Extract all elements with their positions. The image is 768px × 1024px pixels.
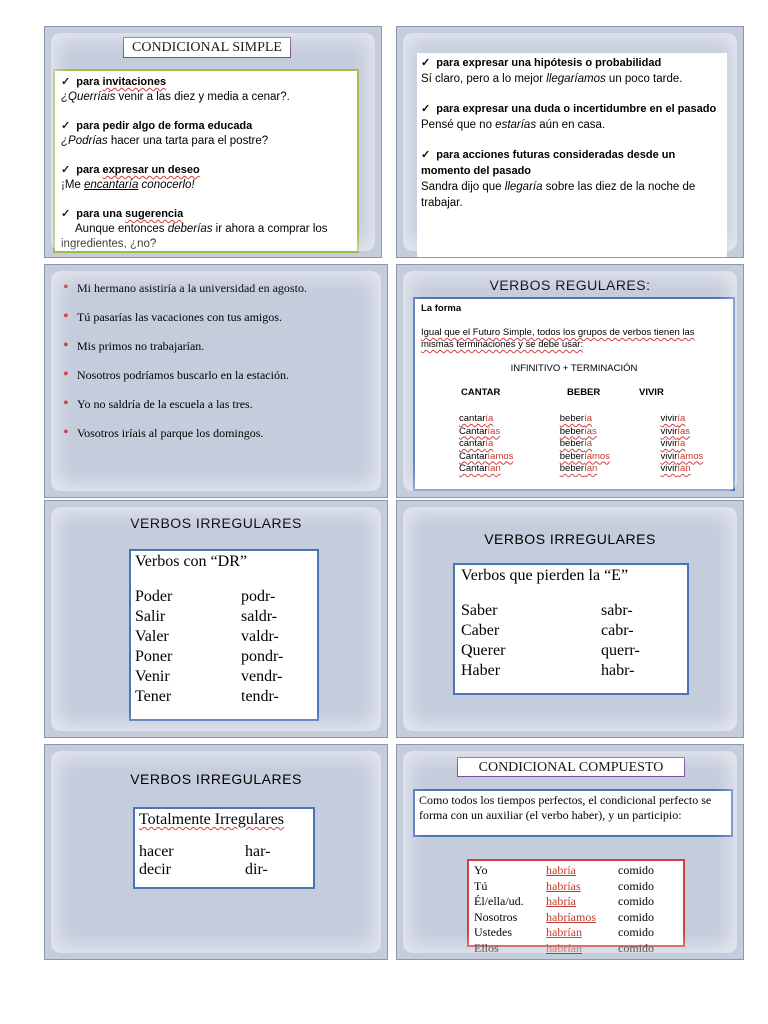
- example-list: [57, 281, 377, 455]
- infinitive: Saber: [461, 602, 498, 619]
- slide-verbos-regulares: [396, 264, 744, 498]
- verb-stem: vivir: [660, 463, 678, 474]
- beber-column: [560, 413, 661, 476]
- slide-condicional-simple: [44, 26, 382, 258]
- verb-ending: ía: [677, 413, 686, 424]
- verb-stem: Cantar: [459, 450, 488, 462]
- conjugation-item: [660, 413, 727, 426]
- table-row: [473, 879, 655, 895]
- formula: INFINITIVO + TERMINACIÓN: [510, 363, 638, 374]
- table-row: [473, 894, 655, 910]
- stem: saldr-: [241, 608, 278, 625]
- verb-row: [139, 843, 309, 861]
- conjugation-item: [459, 413, 560, 426]
- use-heading: ✓ para una sugerencia: [61, 207, 351, 222]
- list-item: • Yo no saldría de la escuela a las tres.: [57, 397, 377, 412]
- subject: Él/ella/ud.: [474, 894, 524, 908]
- description-text: Como todos los tiempos perfectos, el condicional perfecto se forma con un auxiliar (el verbo haber), y un participio:: [419, 793, 712, 822]
- conjugation-item: [459, 463, 560, 476]
- infinitive: decir: [139, 861, 171, 878]
- use-example: Pensé que no estarías aún en casa.: [421, 119, 606, 131]
- participle: comido: [618, 925, 654, 939]
- use-example: ¿Querríais venir a las diez y media a cenar?.: [61, 91, 290, 103]
- participle: comido: [618, 909, 654, 924]
- verb-headers: CANTAR BEBER VIVIR: [461, 387, 664, 398]
- auxiliary: habría: [546, 863, 576, 877]
- infinitive: Haber: [461, 662, 501, 679]
- cantar-column: [459, 413, 560, 476]
- conjugation-item: [660, 438, 727, 451]
- infinitive: Tener: [135, 688, 172, 705]
- box-subtitle: Totalmente Irregulares: [139, 811, 285, 828]
- table-row: [473, 925, 655, 941]
- use-heading: ✓ para expresar una duda o incertidumbre en el pasado: [421, 101, 723, 117]
- use-example: Sandra dijo que llegaría sobre las diez de la noche de trabajar.: [421, 181, 696, 209]
- participle: comido: [618, 863, 654, 877]
- conjugation-item: [560, 451, 661, 464]
- verb-row: [135, 627, 313, 647]
- use-example: ¡Me encantaría conocerlo!: [61, 179, 195, 191]
- use-example: Sí claro, pero a lo mejor llegaríamos un poco tarde.: [421, 73, 683, 85]
- participle: comido: [618, 940, 654, 955]
- table-row: [473, 910, 655, 926]
- verb-row: [461, 621, 681, 641]
- participle: comido: [618, 894, 654, 908]
- verb-stem: Cantar: [459, 425, 488, 437]
- forma-box: [413, 297, 735, 491]
- verb-row: [139, 861, 309, 879]
- verbs-box: [453, 563, 689, 695]
- slide-title: VERBOS IRREGULARES: [484, 531, 656, 547]
- use-heading: ✓ para pedir algo de forma educada: [61, 119, 351, 134]
- infinitive: Querer: [461, 642, 506, 659]
- auxiliary: habrían: [546, 940, 582, 955]
- verb-stem: vivir: [660, 425, 678, 437]
- use-example: Aunque entonces deberías ir ahora a comprar los ingredientes, ¿no?: [61, 223, 328, 250]
- verb-rows: [139, 843, 309, 879]
- slide-ejemplos: [44, 264, 388, 498]
- slide-title: CONDICIONAL COMPUESTO: [457, 757, 685, 777]
- slide-verbos-dr: [44, 500, 388, 738]
- list-item: • Nosotros podríamos buscarlo en la estación.: [57, 368, 377, 383]
- uses-box: [417, 53, 727, 258]
- verb-ending: ía: [584, 413, 592, 424]
- verb-ending: íamos: [487, 450, 514, 462]
- conjugation-item: [660, 463, 727, 476]
- verb-stem: vivir: [660, 438, 678, 449]
- verb-stem: cantar: [459, 438, 486, 449]
- verb-row: [461, 601, 681, 621]
- stem: valdr-: [241, 628, 279, 645]
- verb-ending: íamos: [677, 450, 704, 462]
- list-item: • Tú pasarías las vacaciones con tus amigos.: [57, 310, 377, 325]
- infinitive: hacer: [139, 843, 174, 860]
- infinitive: Venir: [135, 668, 170, 685]
- conjugation-item: [660, 451, 727, 464]
- verb-rows: [135, 587, 313, 707]
- use-heading: ✓ para acciones futuras consideradas desde un momento del pasado: [421, 147, 723, 179]
- conjugation-table: [473, 863, 655, 956]
- auxiliary: habrían: [546, 925, 582, 939]
- auxiliary: habrías: [546, 878, 581, 893]
- subject: Ellos: [474, 940, 499, 955]
- uses-box: [53, 69, 359, 253]
- list-item: • Vosotros iríais al parque los domingos.: [57, 426, 377, 441]
- verb-ending: ían: [487, 463, 501, 474]
- list-item: • Mis primos no trabajarían.: [57, 339, 377, 354]
- verb-row: [461, 661, 681, 681]
- stem: dir-: [245, 861, 268, 878]
- verb-ending: ías: [677, 425, 691, 437]
- use-heading: ✓ para expresar una hipótesis o probabilidad: [421, 55, 723, 71]
- auxiliary: habría: [546, 894, 576, 908]
- stem: querr-: [601, 642, 640, 659]
- stem: vendr-: [241, 668, 283, 685]
- table-row: [473, 941, 655, 957]
- auxiliary: habríamos: [546, 909, 596, 924]
- table-row: [473, 863, 655, 879]
- stem: har-: [245, 843, 271, 860]
- vivir-column: [660, 413, 727, 476]
- stem: tendr-: [241, 688, 279, 705]
- subject: Yo: [474, 863, 488, 877]
- slide-verbos-e: [396, 500, 744, 738]
- infinitive: Salir: [135, 608, 166, 625]
- verb-stem: beber: [559, 413, 585, 424]
- subject: Ustedes: [474, 925, 512, 939]
- conjugation-item: [459, 451, 560, 464]
- verbs-box: [129, 549, 319, 721]
- verb-stem: beber: [559, 438, 585, 449]
- conjugation-item: [560, 413, 661, 426]
- slide-condicional-compuesto: [396, 744, 744, 960]
- verb-ending: ían: [677, 463, 691, 474]
- verb-ending: ías: [487, 425, 501, 437]
- verb-stem: beber: [559, 425, 585, 437]
- verb-row: [135, 587, 313, 607]
- participle: comido: [618, 878, 654, 893]
- subject: Tú: [474, 878, 488, 893]
- verb-rows: [461, 601, 681, 681]
- slide-usos-pasado: [396, 26, 744, 258]
- verb-row: [135, 647, 313, 667]
- box-subtitle: Verbos que pierden la “E”: [461, 567, 629, 584]
- verb-ending: ía: [485, 438, 494, 449]
- infinitive: Caber: [461, 622, 500, 639]
- stem: pondr-: [241, 648, 284, 665]
- infinitive: Poner: [135, 648, 173, 665]
- stem: cabr-: [601, 622, 634, 639]
- description-box: [413, 789, 733, 837]
- verb-stem: beber: [559, 463, 585, 474]
- use-heading: ✓ para invitaciones: [61, 75, 351, 90]
- conjugation-item: [560, 463, 661, 476]
- infinitive: Valer: [135, 628, 169, 645]
- verb-ending: ías: [584, 425, 597, 437]
- verb-row: [135, 667, 313, 687]
- verb-stem: Cantar: [459, 463, 488, 474]
- forma-label: La forma: [421, 303, 462, 314]
- slide-title: VERBOS REGULARES:: [489, 277, 651, 293]
- subject: Nosotros: [474, 909, 518, 924]
- box-subtitle: Verbos con “DR”: [135, 553, 247, 570]
- list-item: • Mi hermano asistiría a la universidad en agosto.: [57, 281, 377, 296]
- verb-stem: vivir: [660, 450, 678, 462]
- stem: podr-: [241, 588, 276, 605]
- verb-stem: beber: [559, 450, 585, 462]
- verb-ending: ía: [584, 438, 592, 449]
- conjugation-item: [560, 438, 661, 451]
- infinitive: Poder: [135, 588, 173, 605]
- verb-stem: vivir: [660, 413, 678, 424]
- verb-ending: íamos: [584, 450, 610, 462]
- conjugation-item: [660, 426, 727, 439]
- stem: sabr-: [601, 602, 633, 619]
- verb-stem: cantar: [459, 413, 486, 424]
- stem: habr-: [601, 662, 635, 679]
- slide-title: VERBOS IRREGULARES: [130, 515, 302, 531]
- conjugation-item: [459, 426, 560, 439]
- conjugation-box: [467, 859, 685, 955]
- use-example: ¿Podrías hacer una tarta para el postre?: [61, 135, 269, 147]
- verb-row: [461, 641, 681, 661]
- conjugation-item: [459, 438, 560, 451]
- slide-title: VERBOS IRREGULARES: [130, 771, 302, 787]
- verb-ending: ían: [584, 463, 598, 474]
- use-heading: ✓ para expresar un deseo: [61, 163, 351, 178]
- verbs-box: [133, 807, 315, 889]
- verb-row: [135, 687, 313, 707]
- verb-ending: ía: [485, 413, 494, 424]
- verb-ending: ía: [677, 438, 686, 449]
- verb-row: [135, 607, 313, 627]
- forma-description: Igual que el Futuro Simple, todos los grupos de verbos tienen las mismas terminaciones y se debe usar:: [421, 327, 695, 350]
- slide-title: CONDICIONAL SIMPLE: [123, 37, 291, 58]
- conjugation-columns: [421, 413, 727, 476]
- slide-totalmente-irregulares: [44, 744, 388, 960]
- conjugation-item: [560, 426, 661, 439]
